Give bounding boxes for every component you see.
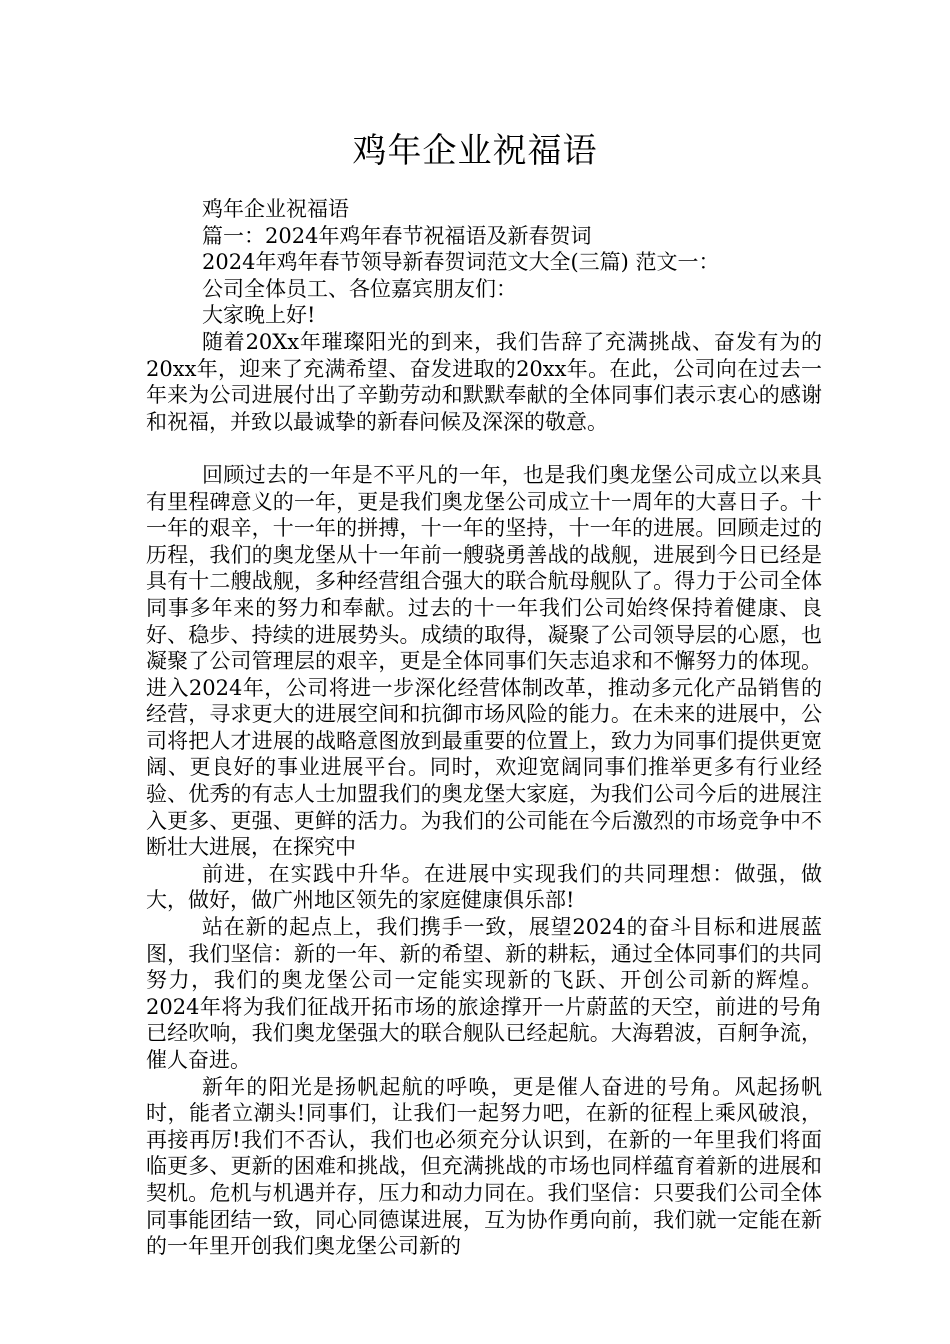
paragraph: 公司全体员工、各位嘉宾朋友们： bbox=[202, 276, 517, 301]
paragraph: 前进，在实践中升华。在进展中实现我们的共同理想：做强，做大，做好，做广州地区领先的家庭健康俱乐部! bbox=[146, 861, 822, 913]
document-body bbox=[146, 196, 822, 1260]
paragraph: 回顾过去的一年是不平凡的一年，也是我们奥龙堡公司成立以来具有里程碑意义的一年，更是我们奥龙堡公司成立十一周年的大喜日子。十一年的艰辛，十一年的拼搏，十一年的坚持，十一年的进展。回顾走过的历程，我们的奥龙堡从十一年前一艘骁勇善战的战舰，进展到今日已经是具有十二艘战舰，多种经营组合强大的联合航母舰队了。得力于公司全体同事多年来的努力和奉献。过去的十一年我们公司始终保持着健康、良好、稳步、持续的进展势头。成绩的取得，凝聚了公司领导层的心愿，也凝聚了公司管理层的艰辛，更是全体同事们矢志追求和不懈努力的体现。进入2024年，公司将进一步深化经营体制改革，推动多元化产品销售的经营，寻求更大的进展空间和抗御市场风险的能力。在未来的进展中，公司将把人才进展的战略意图放到最重要的位置上，致力为同事们提供更宽阔、更良好的事业进展平台。同时，欢迎宽阔同事们推举更多有行业经验、优秀的有志人士加盟我们的奥龙堡大家庭，为我们公司今后的进展注入更多、更强、更鲜的活力。为我们的公司能在今后激烈的市场竞争中不断壮大进展，在探究中 bbox=[146, 462, 822, 860]
paragraph: 新年的阳光是扬帆起航的呼唤，更是催人奋进的号角。风起扬帆时，能者立潮头!同事们，让我们一起努力吧，在新的征程上乘风破浪，再接再厉!我们不否认，我们也必须充分认识到，在新的一年里我们将面临更多、更新的困难和挑战，但充满挑战的市场也同样蕴育着新的进展和契机。危机与机遇并存，压力和动力同在。我们坚信：只要我们公司全体同事能团结一致，同心同德谋进展，互为协作勇向前，我们就一定能在新的一年里开创我们奥龙堡公司新的 bbox=[146, 1074, 822, 1259]
paragraph: 2024年鸡年春节领导新春贺词范文大全(三篇) 范文一： bbox=[202, 250, 720, 275]
document-title: 鸡年企业祝福语 bbox=[352, 131, 598, 171]
paragraph: 鸡年企业祝福语 bbox=[202, 197, 349, 221]
paragraph: 站在新的起点上，我们携手一致，展望2024的奋斗目标和进展蓝图，我们坚信：新的一年、新的希望、新的耕耘，通过全体同事们的共同努力，我们的奥龙堡公司一定能实现新的飞跃、开创公司新的辉煌。2024年将为我们征战开拓市场的旅途撑开一片蔚蓝的天空，前进的号角已经吹响，我们奥龙堡强大的联合舰队已经起航。大海碧波，百舸争流，催人奋进。 bbox=[146, 915, 822, 1072]
paragraph: 大家晚上好! bbox=[202, 303, 316, 328]
paragraph: 随着20Xx年璀璨阳光的到来，我们告辞了充满挑战、奋发有为的20xx年，迎来了充满希望、奋发进取的20xx年。在此，公司向在过去一年来为公司进展付出了辛勤劳动和默默奉献的全体同事们表示衷心的感谢和祝福，并致以最诚挚的新春问候及深深的敬意。 bbox=[146, 329, 822, 434]
paragraph: 篇一：2024年鸡年春节祝福语及新春贺词 bbox=[202, 223, 592, 248]
